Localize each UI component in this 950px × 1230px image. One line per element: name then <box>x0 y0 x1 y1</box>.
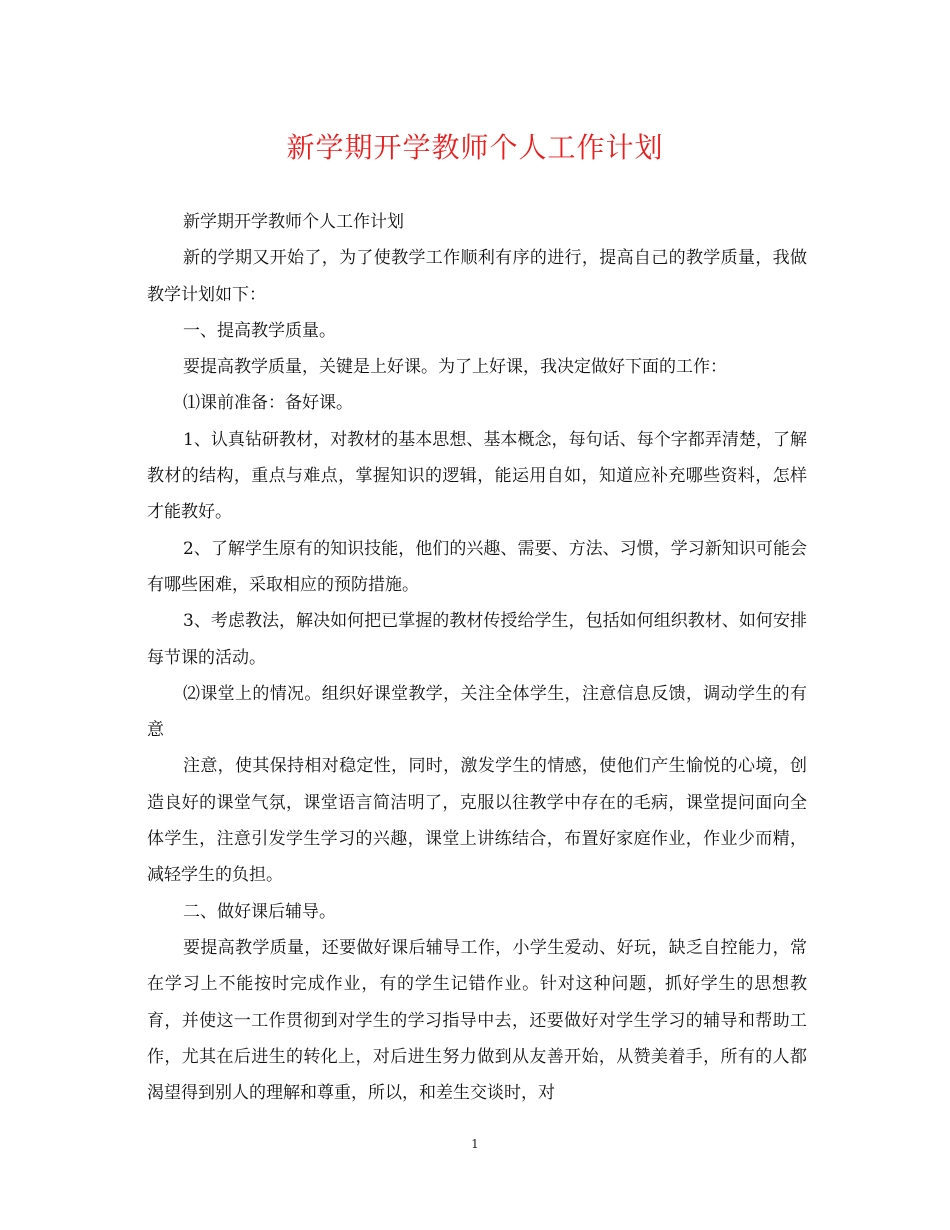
paragraph: 注意，使其保持相对稳定性，同时，激发学生的情感，使他们产生愉悦的心境，创造良好的课堂气氛，课堂语言简洁明了，克服以往教学中存在的毛病，课堂提问面向全体学生，注意引发学生学习的兴趣，课堂上讲练结合，布置好家庭作业，作业少而精，减轻学生的负担。 <box>147 756 807 886</box>
document-title: 新学期开学教师个人工作计划 <box>286 131 664 164</box>
subsection-heading: ⑴课前准备：备好课。 <box>183 393 353 414</box>
section-heading: 一、提高教学质量。 <box>183 320 336 341</box>
subsection-heading: ⑵课堂上的情况。组织好课堂教学，关注全体学生，注意信息反馈，调动学生的有意 <box>147 683 807 741</box>
list-item: 2、了解学生原有的知识技能，他们的兴趣、需要、方法、习惯，学习新知识可能会有哪些困难，采取相应的预防措施。 <box>147 538 807 595</box>
list-item: 1、认真钻研教材，对教材的基本思想、基本概念，每句话、每个字都弄清楚，了解教材的结构，重点与难点，掌握知识的逻辑，能运用自如，知道应补充哪些资料，怎样才能教好。 <box>147 429 807 523</box>
paragraph: 新的学期又开始了，为了使教学工作顺利有序的进行，提高自己的教学质量，我做教学计划如下： <box>147 248 807 305</box>
paragraph: 要提高教学质量，还要做好课后辅导工作，小学生爱动、好玩，缺乏自控能力，常在学习上不能按时完成作业，有的学生记错作业。针对这种问题，抓好学生的思想教育，并使这一工作贯彻到对学生的学习指导中去，还要做好对学生学习的辅导和帮助工作，尤其在后进生的转化上，对后进生努力做到从友善开始，从赞美着手，所有的人都渴望得到别人的理解和尊重，所以，和差生交谈时，对 <box>147 937 807 1104</box>
section-heading: 二、做好课后辅导。 <box>183 901 336 922</box>
list-item: 3、考虑教法，解决如何把已掌握的教材传授给学生，包括如何组织教材、如何安排每节课的活动。 <box>147 611 807 668</box>
document-body <box>147 204 807 1111</box>
paragraph: 新学期开学教师个人工作计划 <box>183 212 404 232</box>
page-number: 1 <box>471 1137 479 1151</box>
paragraph: 要提高教学质量，关键是上好课。为了上好课，我决定做好下面的工作： <box>183 357 727 378</box>
